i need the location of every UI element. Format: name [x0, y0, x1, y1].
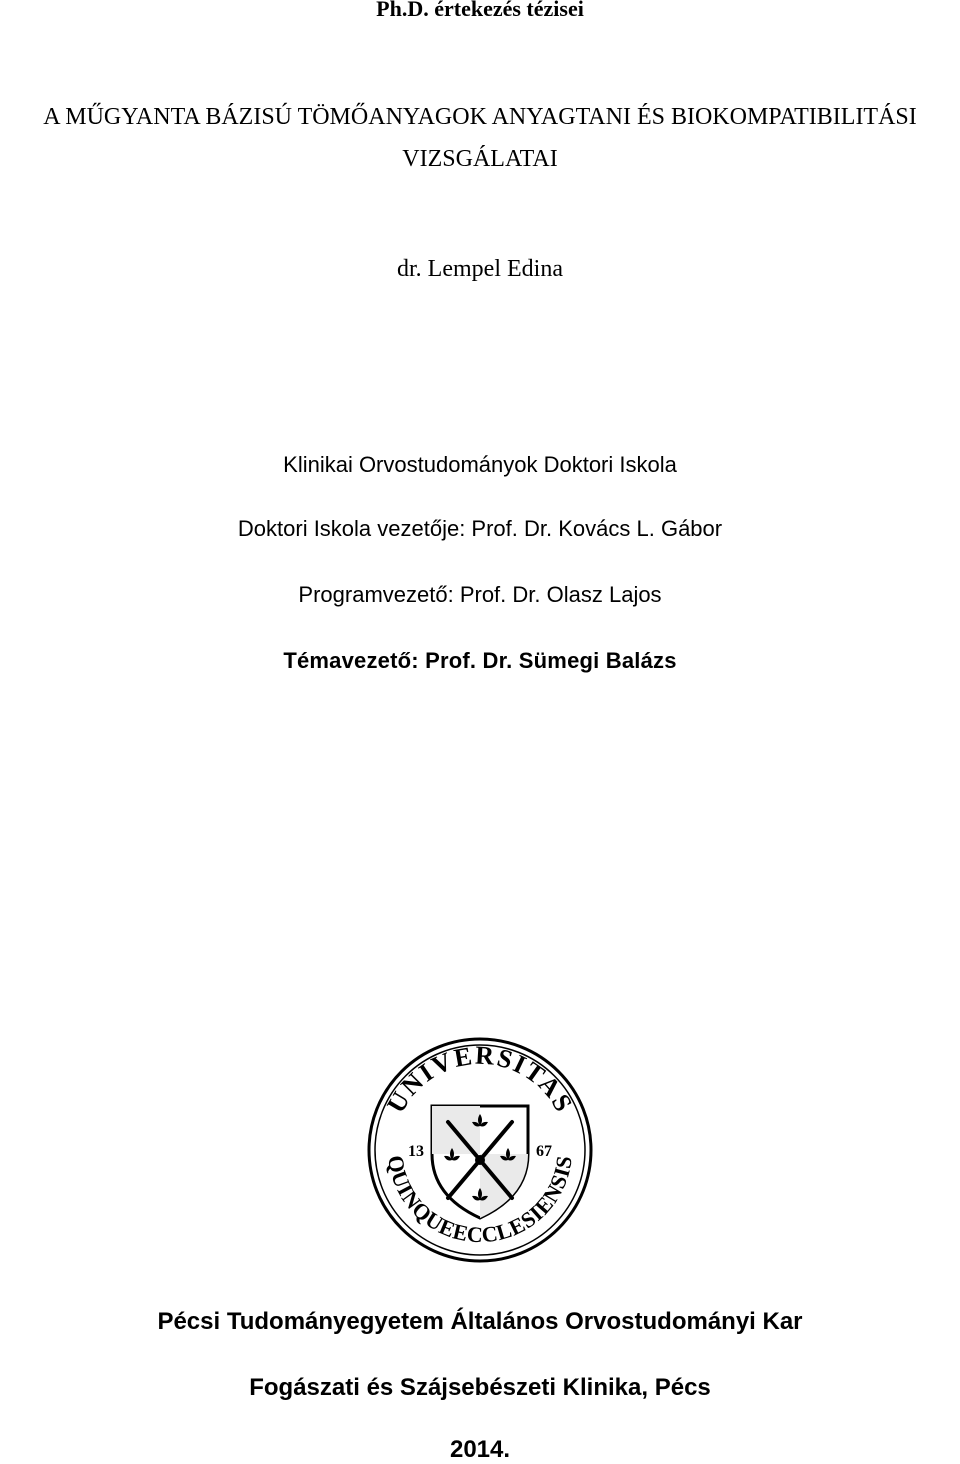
seal-top-text: UNIVERSITAS — [381, 1040, 579, 1118]
seal-bottom-text: QUINQUEECCLESIENSIS — [382, 1153, 577, 1248]
year: 2014. — [449, 1436, 511, 1463]
university-seal — [366, 1036, 594, 1264]
school-leader: Doktori Iskola vezetője: Prof. Dr. Kovács L. Gábor — [237, 516, 723, 541]
clinic: Fogászati és Szájsebészeti Klinika, Pécs — [249, 1374, 711, 1401]
seal-year-right: 67 — [536, 1143, 552, 1160]
seal-year-left: 13 — [408, 1143, 424, 1160]
thesis-title-line2: VIZSGÁLATAI — [402, 146, 558, 172]
supervisor: Témavezető: Prof. Dr. Sümegi Balázs — [283, 648, 677, 673]
thesis-title-line1: A MŰGYANTA BÁZISÚ TÖMŐANYAGOK ANYAGTANI ÉS BIOKOMPATIBILITÁSI — [43, 104, 917, 130]
program-leader: Programvezető: Prof. Dr. Olasz Lajos — [298, 582, 662, 607]
author-name: dr. Lempel Edina — [397, 256, 563, 282]
header: Ph.D. értekezés tézisei — [376, 0, 584, 21]
faculty: Pécsi Tudományegyetem Általános Orvostudományi Kar — [157, 1308, 803, 1335]
doctoral-school: Klinikai Orvostudományok Doktori Iskola — [283, 452, 677, 477]
